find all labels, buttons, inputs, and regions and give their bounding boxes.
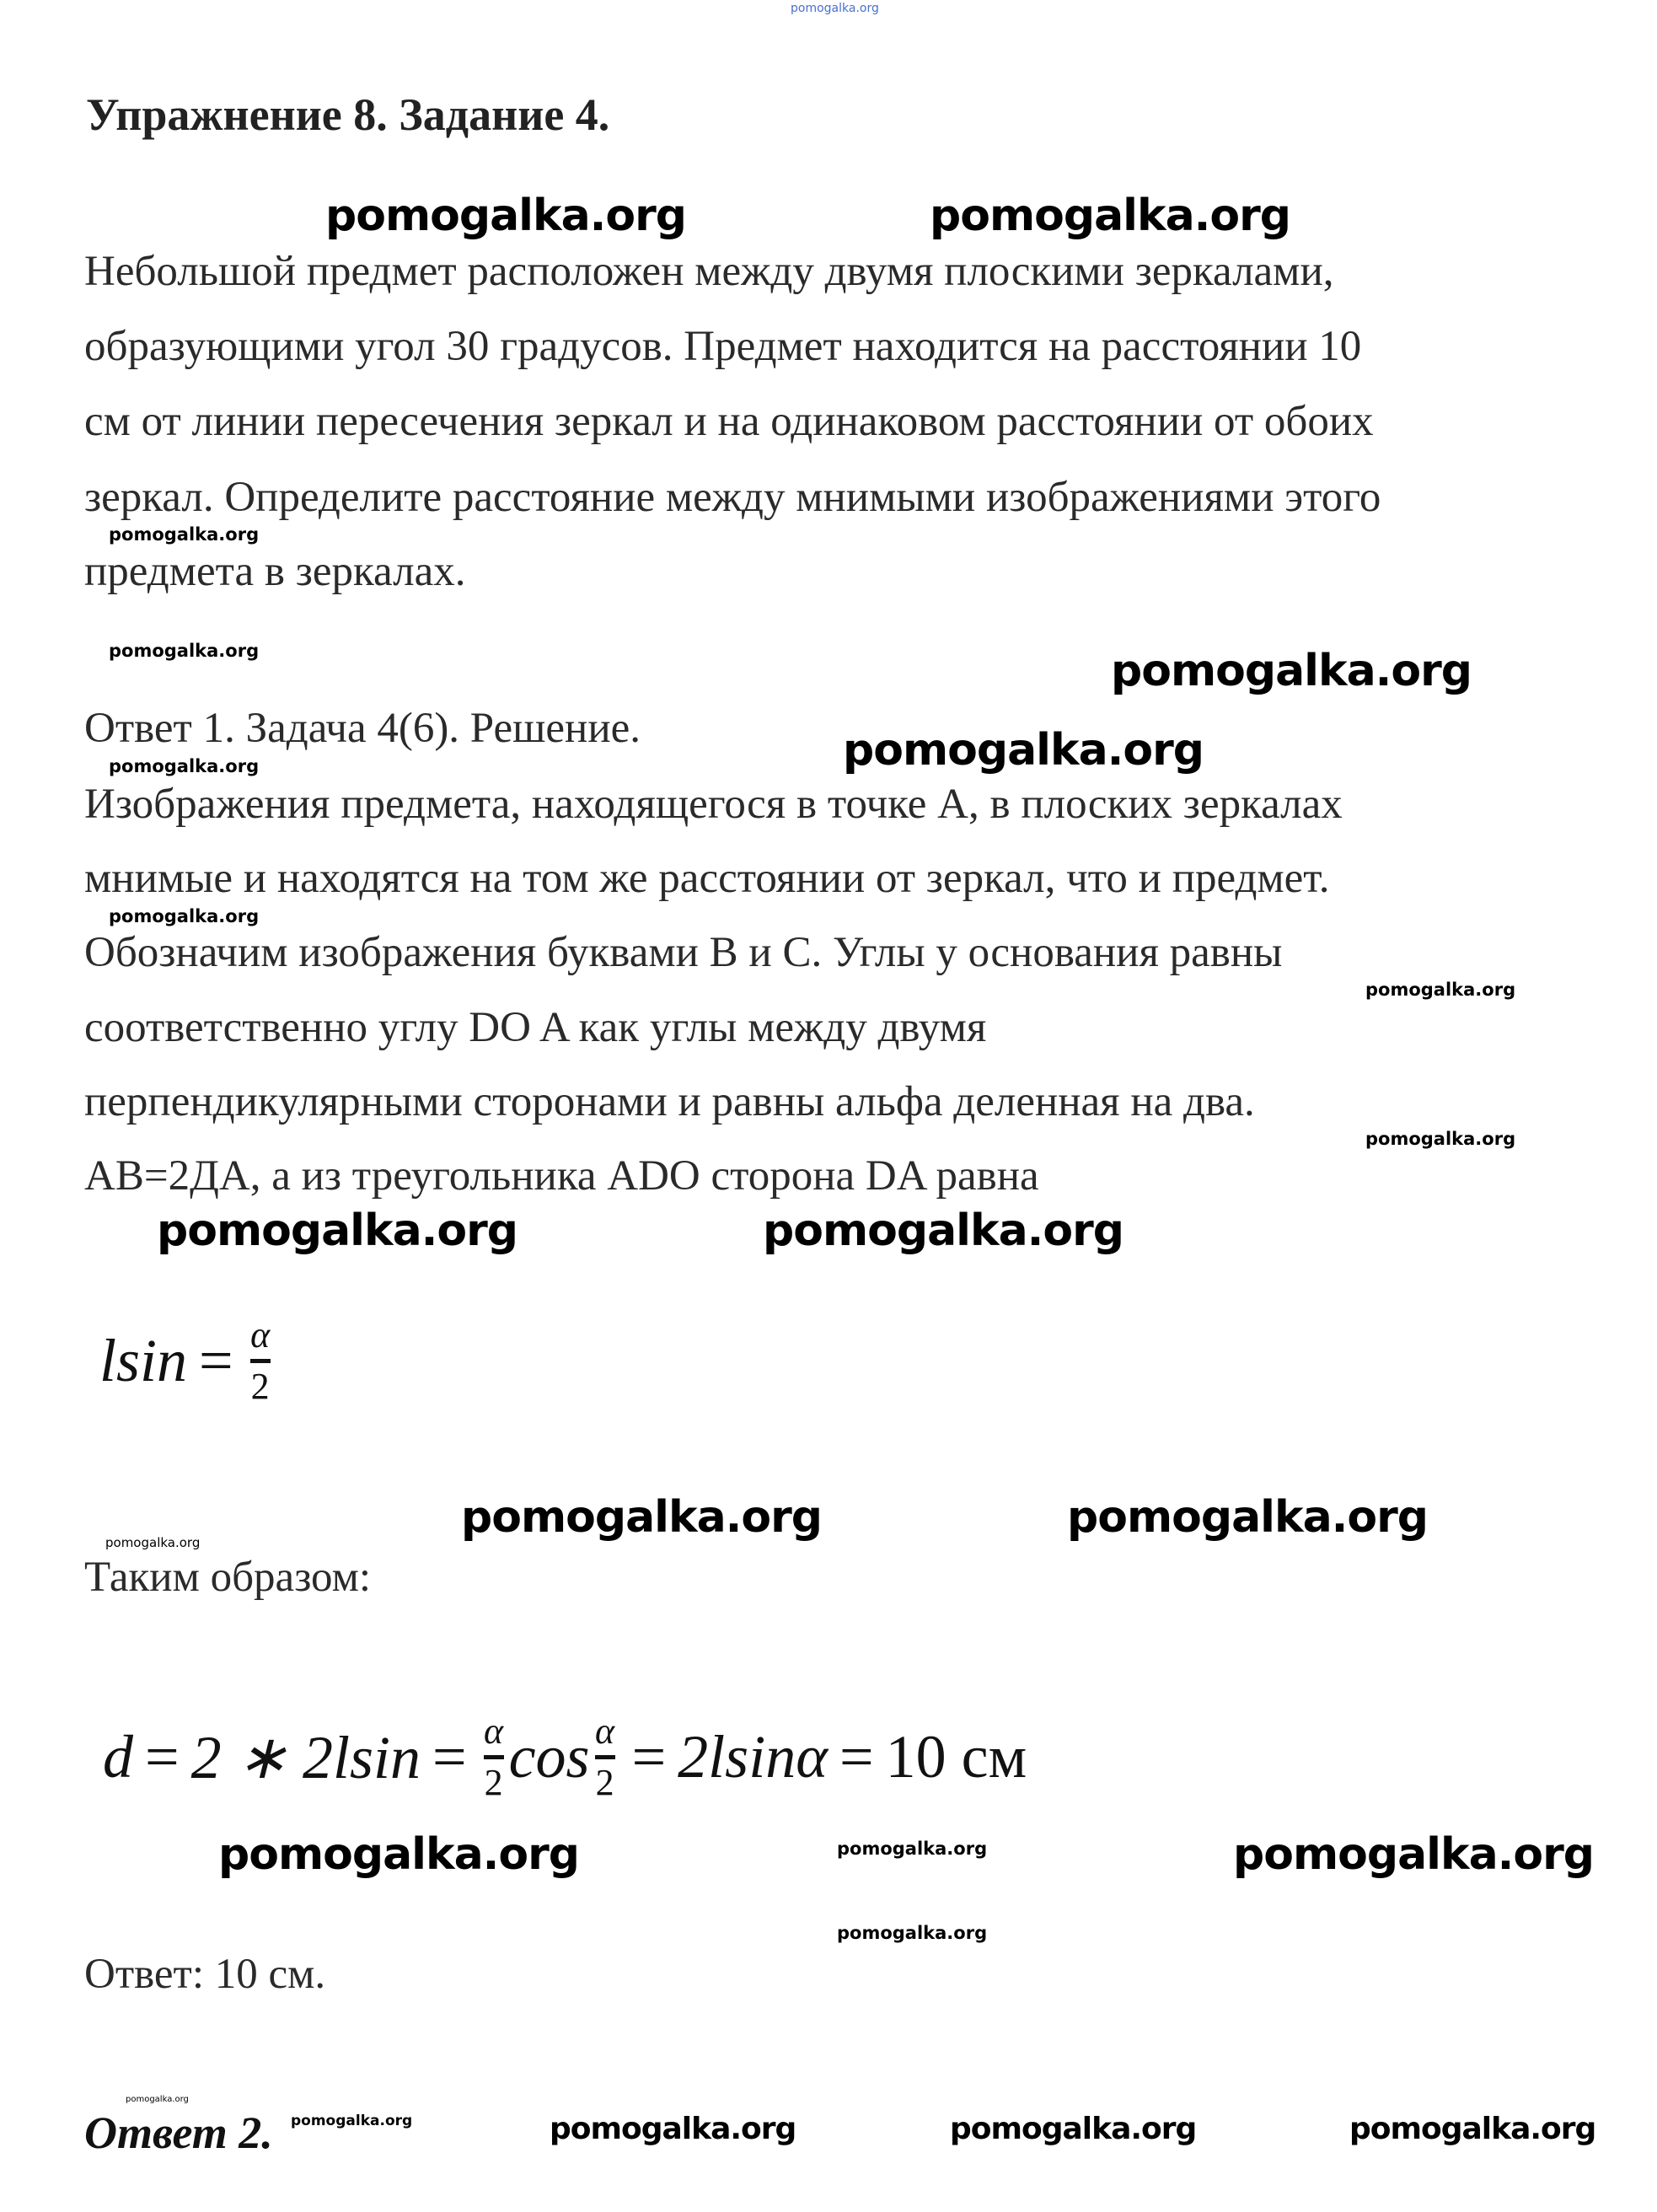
fraction-bar xyxy=(595,1755,615,1759)
watermark: pomogalka.org xyxy=(218,1829,580,1880)
formula-equals: = xyxy=(432,1723,467,1791)
problem-line: предмета в зеркалах. xyxy=(84,548,466,595)
watermark: pomogalka.org xyxy=(837,1839,988,1859)
watermark: pomogalka.org xyxy=(1365,980,1516,1000)
problem-line: см от линии пересечения зеркал и на одинаковом расстоянии от обоих xyxy=(84,398,1374,445)
watermark: pomogalka.org xyxy=(157,1205,518,1256)
fraction-bar xyxy=(484,1755,504,1759)
solution-line: Обозначим изображения буквами В и С. Углы у основания равны xyxy=(84,929,1283,976)
watermark: pomogalka.org xyxy=(930,191,1291,241)
answer-line: Ответ: 10 см. xyxy=(84,1951,326,1998)
formula-equals: = xyxy=(839,1723,874,1791)
formula-equals: = xyxy=(145,1723,180,1791)
watermark: pomogalka.org xyxy=(1365,1129,1516,1149)
formula-result-expr: 2lsinα xyxy=(678,1723,828,1791)
fraction-alpha-over-2 xyxy=(250,1315,271,1407)
formula-lsin xyxy=(99,1315,276,1407)
watermark: pomogalka.org xyxy=(325,191,687,241)
watermark: pomogalka.org xyxy=(461,1492,823,1543)
page-title: Упражнение 8. Задание 4. xyxy=(86,89,610,140)
watermark: pomogalka.org xyxy=(1111,646,1472,696)
solution-line: АВ=2ДА, а из треугольника ADO сторона DA равна xyxy=(84,1152,1039,1200)
watermark: pomogalka.org xyxy=(1233,1829,1595,1880)
watermark: pomogalka.org xyxy=(105,1535,201,1550)
fraction-denominator: 2 xyxy=(595,1762,614,1803)
watermark: pomogalka.org xyxy=(950,2112,1197,2146)
formula-two-times: 2 ∗ 2lsin xyxy=(190,1724,421,1791)
formula-distance xyxy=(103,1711,1027,1803)
watermark: pomogalka.org xyxy=(550,2112,796,2146)
formula-equals: = xyxy=(199,1327,233,1394)
watermark: pomogalka.org xyxy=(109,756,260,776)
watermark: pomogalka.org xyxy=(109,641,260,661)
formula-result: 10 см xyxy=(885,1723,1027,1791)
formula-lhs: lsin xyxy=(99,1327,188,1394)
watermark-top: pomogalka.org xyxy=(791,2,879,15)
solution-line: Изображения предмета, находящегося в точке А, в плоских зеркалах xyxy=(84,781,1343,828)
watermark: pomogalka.org xyxy=(109,524,260,545)
solution-line: перпендикулярными сторонами и равны альфа деленная на два. xyxy=(84,1078,1255,1125)
answer-2-heading: Ответ 2. xyxy=(84,2107,273,2158)
formula-cos: cos xyxy=(508,1723,590,1791)
watermark: pomogalka.org xyxy=(843,725,1204,776)
solution-line: соответственно углу DO A как углы между двумя xyxy=(84,1004,987,1051)
fraction-denominator: 2 xyxy=(250,1366,270,1407)
solution-line: Ответ 1. Задача 4(6). Решение. xyxy=(84,705,641,752)
fraction-numerator: α xyxy=(250,1314,271,1356)
formula-d: d xyxy=(103,1723,133,1791)
watermark: pomogalka.org xyxy=(109,906,260,926)
thus-label: Таким образом: xyxy=(84,1554,372,1601)
fraction-alpha-over-2 xyxy=(595,1711,615,1803)
problem-line: зеркал. Определите расстояние между мнимыми изображениями этого xyxy=(84,474,1381,521)
fraction-alpha-over-2 xyxy=(484,1711,504,1803)
fraction-denominator: 2 xyxy=(484,1762,503,1803)
problem-line: образующими угол 30 градусов. Предмет находится на расстоянии 10 xyxy=(84,323,1362,370)
formula-equals: = xyxy=(631,1723,667,1791)
fraction-numerator: α xyxy=(595,1710,615,1752)
watermark: pomogalka.org xyxy=(837,1923,988,1943)
watermark: pomogalka.org xyxy=(1067,1492,1429,1543)
watermark: pomogalka.org xyxy=(126,2095,189,2104)
solution-line: мнимые и находятся на том же расстоянии от зеркал, что и предмет. xyxy=(84,855,1330,902)
watermark: pomogalka.org xyxy=(291,2113,413,2129)
fraction-numerator: α xyxy=(484,1710,504,1752)
problem-line: Небольшой предмет расположен между двумя плоскими зеркалами, xyxy=(84,248,1334,295)
fraction-bar xyxy=(250,1359,271,1363)
watermark: pomogalka.org xyxy=(1349,2112,1596,2146)
watermark: pomogalka.org xyxy=(763,1205,1124,1256)
